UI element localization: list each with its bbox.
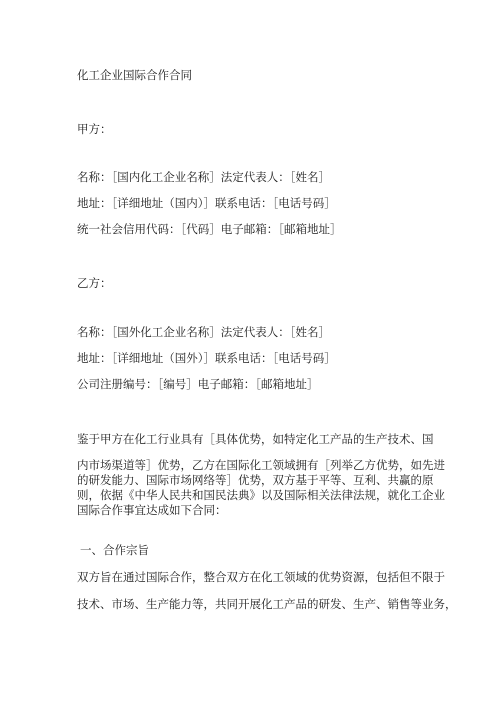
preamble-paragraph <box>77 458 445 518</box>
section-1-line: 双方旨在通过国际合作，整合双方在化工领域的优势资源，包括但不限于 <box>77 570 445 584</box>
preamble-line: 国际合作事宜达成如下合同： <box>77 503 227 517</box>
party-b-address-line: 地址：［详细地址（国外）］联系电话：［电话号码］ <box>77 351 336 365</box>
party-a-address-line: 地址：［详细地址（国内）］联系电话：［电话号码］ <box>77 196 336 210</box>
preamble-first-line: 鉴于甲方在化工行业具有［具体优势，如特定化工产品的生产技术、国 <box>77 432 434 446</box>
party-a-name-line: 名称：［国内化工企业名称］法定代表人：［姓名］ <box>77 170 330 184</box>
preamble-line: 内市场渠道等］优势，乙方在国际化工领域拥有［列举乙方优势，如先进 <box>77 458 445 472</box>
document-title: 化工企业国际合作合同 <box>77 68 192 82</box>
section-1-heading: 一、合作宗旨 <box>80 543 149 557</box>
party-b-registration-line: 公司注册编号：［编号］电子邮箱：［邮箱地址］ <box>77 377 319 391</box>
party-b-name-line: 名称：［国外化工企业名称］法定代表人：［姓名］ <box>77 325 330 339</box>
party-b-heading: 乙方： <box>77 276 112 290</box>
party-a-heading: 甲方： <box>77 122 112 136</box>
party-a-code-line: 统一社会信用代码：［代码］电子邮箱：［邮箱地址］ <box>77 222 342 236</box>
preamble-line: 则，依据《中华人民共和国民法典》以及国际相关法律法规，就化工企业 <box>77 488 445 502</box>
section-1-line: 技术、市场、生产能力等，共同开展化工产品的研发、生产、销售等业务， <box>77 597 457 611</box>
preamble-line: 的研发能力、国际市场网络等］优势，双方基于平等、互利、共赢的原 <box>77 473 434 487</box>
